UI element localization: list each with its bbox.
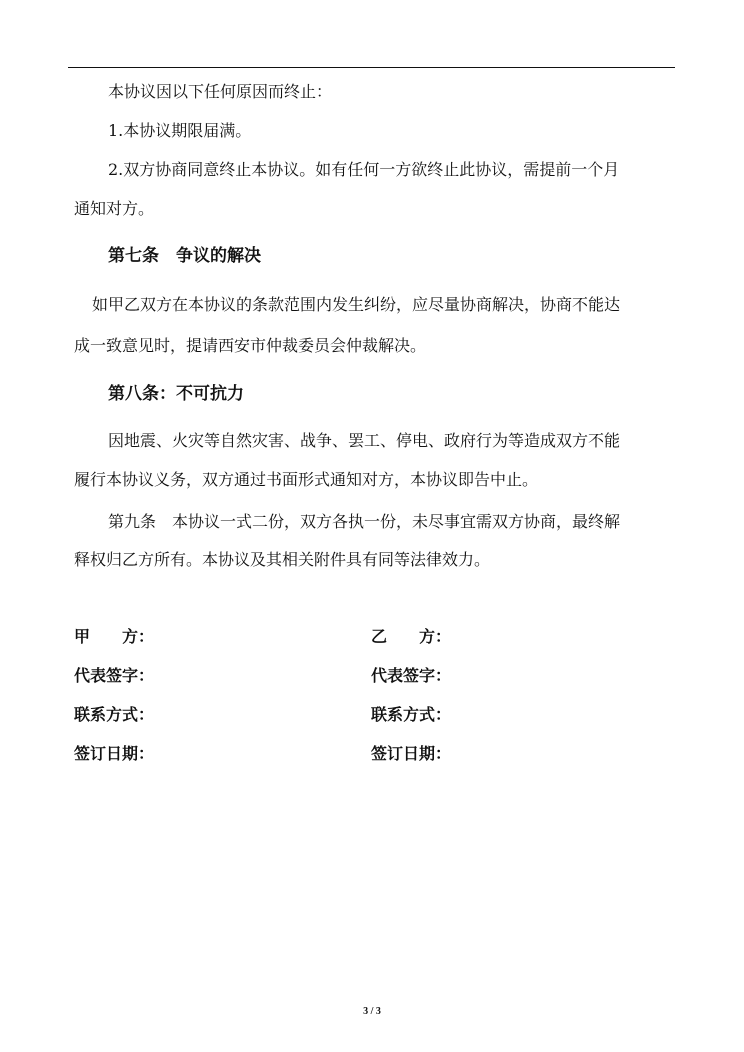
party-a-sign-date: 签订日期： — [74, 744, 155, 763]
article-8-heading: 第八条：不可抗力 — [108, 384, 244, 404]
party-b-sign-date: 签订日期： — [371, 744, 452, 763]
party-a-label: 甲 方： — [74, 627, 155, 646]
party-b-contact: 联系方式： — [371, 705, 452, 724]
article-7-line-2: 成一致意见时，提请西安市仲裁委员会仲裁解决。 — [74, 336, 427, 355]
party-b-label: 乙 方： — [371, 627, 452, 646]
party-b-rep-signature: 代表签字： — [371, 666, 452, 685]
termination-item-1: 1.本协议期限届满。 — [108, 121, 252, 140]
party-a-contact: 联系方式： — [74, 705, 155, 724]
article-9-line-2: 释权归乙方所有。本协议及其相关附件具有同等法律效力。 — [74, 550, 491, 569]
article-8-line-2: 履行本协议义务，双方通过书面形式通知对方，本协议即告中止。 — [74, 470, 539, 489]
article-8-line-1: 因地震、火灾等自然灾害、战争、罢工、停电、政府行为等造成双方不能 — [108, 431, 621, 450]
article-9-line-1: 第九条 本协议一式二份，双方各执一份，未尽事宜需双方协商，最终解 — [108, 512, 621, 531]
termination-intro: 本协议因以下任何原因而终止： — [108, 82, 333, 101]
article-7-heading: 第七条 争议的解决 — [108, 246, 261, 266]
termination-item-2-line-1: 2.双方协商同意终止本协议。如有任何一方欲终止此协议，需提前一个月 — [108, 160, 620, 179]
party-a-rep-signature: 代表签字： — [74, 666, 155, 685]
article-7-line-1: 如甲乙双方在本协议的条款范围内发生纠纷，应尽量协商解决，协商不能达 — [92, 295, 621, 314]
termination-item-2-line-2: 通知对方。 — [74, 199, 155, 218]
header-rule — [68, 67, 675, 68]
page-number: 3 / 3 — [363, 1006, 381, 1017]
